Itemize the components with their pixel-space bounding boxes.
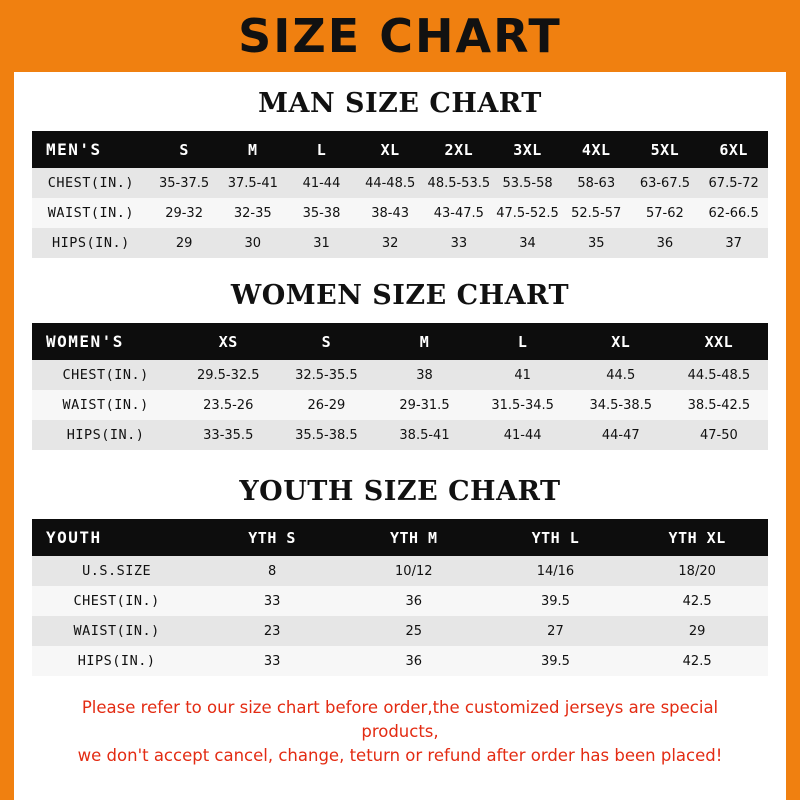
table-cell: 33 (201, 586, 343, 616)
table-cell: 38 (375, 360, 473, 390)
table-cell: 38.5-41 (375, 420, 473, 450)
table-cell: 41 (474, 360, 572, 390)
table-cell: 62-66.5 (699, 198, 768, 228)
table-cell: 33 (201, 646, 343, 676)
table-cell: 23.5-26 (179, 390, 277, 420)
table-cell: 29-31.5 (375, 390, 473, 420)
row-label: CHEST(IN.) (32, 586, 201, 616)
table-row (32, 360, 768, 390)
table-row (32, 390, 768, 420)
table-cell: 37.5-41 (218, 168, 287, 198)
column-header: XL (356, 131, 425, 168)
table-cell: 44.5-48.5 (670, 360, 768, 390)
table-header-row (32, 519, 768, 556)
table-cell: 25 (343, 616, 485, 646)
table-row (32, 420, 768, 450)
table-cell: 32 (356, 228, 425, 258)
table-row (32, 198, 768, 228)
youth-section-title: YOUTH SIZE CHART (239, 476, 561, 507)
table-cell: 32.5-35.5 (277, 360, 375, 390)
row-label: WAIST(IN.) (32, 616, 201, 646)
row-label: WAIST(IN.) (32, 198, 150, 228)
table-cell: 14/16 (485, 556, 627, 586)
table-cell: 41-44 (474, 420, 572, 450)
table-cell: 44.5 (572, 360, 670, 390)
column-header: XXL (670, 323, 768, 360)
table-cell: 29.5-32.5 (179, 360, 277, 390)
table-cell: 53.5-58 (493, 168, 562, 198)
table-cell: 39.5 (485, 646, 627, 676)
table-cell: 58-63 (562, 168, 631, 198)
row-label: WAIST(IN.) (32, 390, 179, 420)
table-row (32, 168, 768, 198)
table-cell: 34.5-38.5 (572, 390, 670, 420)
row-label: HIPS(IN.) (32, 228, 150, 258)
table-row (32, 586, 768, 616)
table-cell: 63-67.5 (631, 168, 700, 198)
column-header: M (218, 131, 287, 168)
table-cell: 47.5-52.5 (493, 198, 562, 228)
column-header: L (287, 131, 356, 168)
table-cell: 52.5-57 (562, 198, 631, 228)
column-header: YTH L (485, 519, 627, 556)
column-header: M (375, 323, 473, 360)
table-cell: 32-35 (218, 198, 287, 228)
column-header: 6XL (699, 131, 768, 168)
row-label: HIPS(IN.) (32, 646, 201, 676)
banner (14, 0, 786, 72)
table-cell: 34 (493, 228, 562, 258)
table-cell: 44-48.5 (356, 168, 425, 198)
column-header: MEN'S (32, 131, 150, 168)
table-row (32, 616, 768, 646)
footer-note-line-1: Please refer to our size chart before order,the customized jerseys are special products, (81, 698, 719, 741)
row-label: CHEST(IN.) (32, 360, 179, 390)
man-size-table (32, 131, 768, 258)
women-section-title: WOMEN SIZE CHART (230, 280, 570, 311)
table-cell: 39.5 (485, 586, 627, 616)
table-cell: 35 (562, 228, 631, 258)
table-cell: 23 (201, 616, 343, 646)
column-header: L (474, 323, 572, 360)
content (14, 88, 786, 768)
page-title: SIZE CHART (238, 9, 562, 63)
youth-size-table (32, 519, 768, 676)
column-header: YOUTH (32, 519, 201, 556)
table-cell: 43-47.5 (425, 198, 494, 228)
table-cell: 38.5-42.5 (670, 390, 768, 420)
table-cell: 36 (343, 586, 485, 616)
table-cell: 8 (201, 556, 343, 586)
table-cell: 36 (631, 228, 700, 258)
column-header: 4XL (562, 131, 631, 168)
table-cell: 67.5-72 (699, 168, 768, 198)
table-cell: 38-43 (356, 198, 425, 228)
table-cell: 33-35.5 (179, 420, 277, 450)
column-header: XS (179, 323, 277, 360)
column-header: XL (572, 323, 670, 360)
footer-note (32, 696, 768, 768)
table-cell: 47-50 (670, 420, 768, 450)
table-cell: 42.5 (626, 646, 768, 676)
table-cell: 10/12 (343, 556, 485, 586)
table-cell: 41-44 (287, 168, 356, 198)
column-header: S (150, 131, 219, 168)
row-label: HIPS(IN.) (32, 420, 179, 450)
table-cell: 33 (425, 228, 494, 258)
table-cell: 37 (699, 228, 768, 258)
table-cell: 31.5-34.5 (474, 390, 572, 420)
table-cell: 18/20 (626, 556, 768, 586)
man-section-title: MAN SIZE CHART (258, 88, 542, 119)
footer-note-line-2: we don't accept cancel, change, teturn or refund after order has been placed! (77, 745, 723, 765)
column-header: YTH XL (626, 519, 768, 556)
table-cell: 35.5-38.5 (277, 420, 375, 450)
row-label: U.S.SIZE (32, 556, 201, 586)
column-header: YTH M (343, 519, 485, 556)
column-header: S (277, 323, 375, 360)
women-size-table (32, 323, 768, 450)
row-label: CHEST(IN.) (32, 168, 150, 198)
table-cell: 27 (485, 616, 627, 646)
column-header: 3XL (493, 131, 562, 168)
table-cell: 44-47 (572, 420, 670, 450)
column-header: 2XL (425, 131, 494, 168)
table-row (32, 556, 768, 586)
column-header: 5XL (631, 131, 700, 168)
table-header-row (32, 323, 768, 360)
table-cell: 30 (218, 228, 287, 258)
table-cell: 26-29 (277, 390, 375, 420)
table-row (32, 228, 768, 258)
table-cell: 29-32 (150, 198, 219, 228)
table-cell: 31 (287, 228, 356, 258)
table-cell: 48.5-53.5 (425, 168, 494, 198)
table-header-row (32, 131, 768, 168)
table-cell: 36 (343, 646, 485, 676)
table-cell: 35-38 (287, 198, 356, 228)
table-cell: 29 (150, 228, 219, 258)
column-header: WOMEN'S (32, 323, 179, 360)
table-cell: 42.5 (626, 586, 768, 616)
table-cell: 57-62 (631, 198, 700, 228)
column-header: YTH S (201, 519, 343, 556)
table-cell: 29 (626, 616, 768, 646)
table-row (32, 646, 768, 676)
table-cell: 35-37.5 (150, 168, 219, 198)
